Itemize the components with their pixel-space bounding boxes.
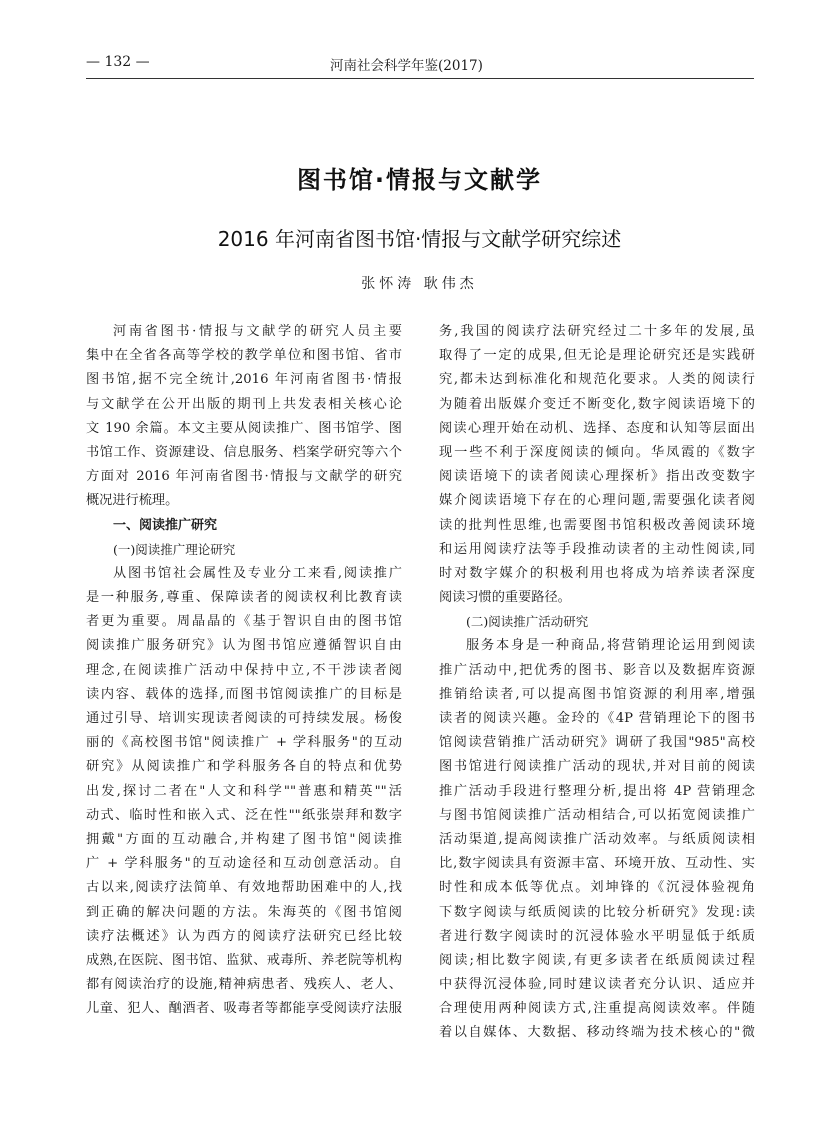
text-line: 都有阅读治疗的设施,精神病患者、残疾人、老人、 (86, 977, 402, 993)
article-title: 2016 年河南省图书馆·情报与文献学研究综述 (217, 227, 622, 251)
text-line: 活动渠道,提高阅读推广活动效率。与纸质阅读相 (439, 831, 755, 847)
subsection-heading: (二)阅读推广活动研究 (466, 614, 589, 630)
text-line: 阅读语境下的读者阅读心理探析》指出改变数字 (439, 469, 755, 485)
text-line: 丽的《高校图书馆"阅读推广 + 学科服务"的互动 (86, 735, 402, 751)
text-line: 从图书馆社会属性及专业分工来看,阅读推广 (113, 565, 402, 581)
text-line: 为随着出版媒介变迁不断变化,数字阅读语境下的 (439, 396, 755, 412)
text-line: 读疗法概述》认为西方的阅读疗法研究已经比较 (86, 928, 402, 944)
text-line: 合理使用两种阅读方式,注重提高阅读效率。伴随 (439, 1001, 755, 1017)
text-line: 服务本身是一种商品,将营销理论运用到阅读 (466, 638, 755, 654)
text-line: 读者的阅读兴趣。金玲的《4P 营销理论下的图书 (439, 711, 755, 726)
section-heading: 一、阅读推广研究 (113, 517, 218, 533)
text-line: 推广活动中,把优秀的图书、影音以及数据库资源 (439, 662, 755, 678)
page-number: — 132 — (86, 54, 150, 70)
text-line: 推广活动手段进行整理分析,提出将 4P 营销理念 (439, 783, 755, 799)
text-line: 通过引导、培训实现读者阅读的可持续发展。杨俊 (86, 711, 402, 726)
text-line: 者进行数字阅读时的沉浸体验水平明显低于纸质 (439, 928, 755, 944)
text-line: 研究》从阅读推广和学科服务各自的特点和优势 (86, 759, 402, 775)
text-line: 阅读心理开始在动机、选择、态度和认知等层面出 (439, 420, 755, 436)
text-line: 务,我国的阅读疗法研究经过二十多年的发展,虽 (439, 324, 755, 339)
text-line: 阅读;相比数字阅读,有更多读者在纸质阅读过程 (439, 952, 755, 968)
text-line: 河南省图书·情报与文献学的研究人员主要 (113, 324, 402, 339)
text-line: 媒介阅读语境下存在的心理问题,需要强化读者阅 (439, 493, 755, 509)
text-line: 图书馆进行阅读推广活动的现状,并对目前的阅读 (439, 759, 755, 775)
text-line: 文 190 余篇。本文主要从阅读推广、图书馆学、图 (86, 420, 402, 436)
text-line: 与文献学在公开出版的期刊上共发表相关核心论 (86, 396, 402, 412)
header-rule (86, 78, 754, 79)
text-line: 书馆工作、资源建设、信息服务、档案学研究等六个 (86, 444, 402, 460)
text-line: 读的批判性思维,也需要图书馆积极改善阅读环境 (439, 517, 755, 533)
text-line: 阅读推广服务研究》认为图书馆应遵循智识自由 (86, 638, 402, 654)
text-line: 下数字阅读与纸质阅读的比较分析研究》发现:读 (439, 904, 755, 920)
text-line: 时性和成本低等优点。刘坤锋的《沉浸体验视角 (439, 880, 755, 896)
text-line: 儿童、犯人、酗酒者、吸毒者等都能享受阅读疗法服 (86, 1001, 402, 1017)
text-line: 出发,探讨二者在"人文和科学""普惠和精英""活 (86, 783, 402, 799)
text-line: 和运用阅读疗法等手段推动读者的主动性阅读,同 (439, 541, 755, 557)
text-line: 阅读习惯的重要路径。 (439, 590, 571, 606)
text-line: 比,数字阅读具有资源丰富、环境开放、互动性、实 (439, 856, 755, 872)
text-line: 拥戴"方面的互动融合,并构建了图书馆"阅读推 (86, 831, 402, 847)
text-line: 推销给读者,可以提高图书馆资源的利用率,增强 (439, 686, 755, 702)
right-column (439, 320, 755, 1046)
text-line: 现一些不利于深度阅读的倾向。华凤霞的《数字 (439, 444, 755, 460)
text-line: 动式、临时性和嵌入式、泛在性""纸张崇拜和数字 (86, 807, 402, 823)
text-line: 取得了一定的成果,但无论是理论研究还是实践研 (439, 348, 755, 364)
text-line: 着以自媒体、大数据、移动终端为技术核心的"微 (439, 1025, 755, 1041)
text-line: 中获得沉浸体验,同时建议读者充分认识、适应并 (439, 977, 755, 993)
text-line: 时对数字媒介的积极利用也将成为培养读者深度 (439, 565, 755, 581)
text-line: 读内容、载体的选择,而图书馆阅读推广的目标是 (86, 686, 402, 702)
text-line: 究,都未达到标准化和规范化要求。人类的阅读行 (439, 372, 755, 388)
subsection-heading: (一)阅读推广理论研究 (113, 541, 236, 557)
left-column (86, 320, 402, 1021)
text-line: 概况进行梳理。 (86, 493, 179, 509)
text-line: 馆阅读营销推广活动研究》调研了我国"985"高校 (439, 735, 755, 751)
text-line: 成熟,在医院、图书馆、监狱、戒毒所、养老院等机构 (86, 952, 402, 968)
text-line: 方面对 2016 年河南省图书·情报与文献学的研究 (86, 469, 402, 485)
text-line: 理念,在阅读推广活动中保持中立,不干涉读者阅 (86, 662, 402, 678)
text-line: 古以来,阅读疗法简单、有效地帮助困难中的人,找 (86, 880, 402, 896)
running-header (86, 54, 754, 76)
text-line: 者更为重要。周晶晶的《基于智识自由的图书馆 (86, 614, 402, 630)
text-line: 到正确的解决问题的方法。朱海英的《图书馆阅 (86, 904, 402, 920)
text-line: 图书馆,据不完全统计,2016 年河南省图书·情报 (86, 372, 402, 388)
text-line: 与图书馆阅读推广活动相结合,可以拓宽阅读推广 (439, 807, 755, 823)
text-line: 是一种服务,尊重、保障读者的阅读权利比教育读 (86, 590, 402, 606)
text-line: 集中在全省各高等学校的教学单位和图书馆、省市 (86, 348, 402, 364)
section-title: 图书馆·情报与文献学 (296, 166, 543, 194)
text-line: 广 + 学科服务"的互动途径和互动创意活动。自 (86, 856, 402, 872)
journal-title: 河南社会科学年鉴(2017) (330, 58, 483, 74)
authors: 张怀涛 耿伟杰 (361, 276, 478, 292)
